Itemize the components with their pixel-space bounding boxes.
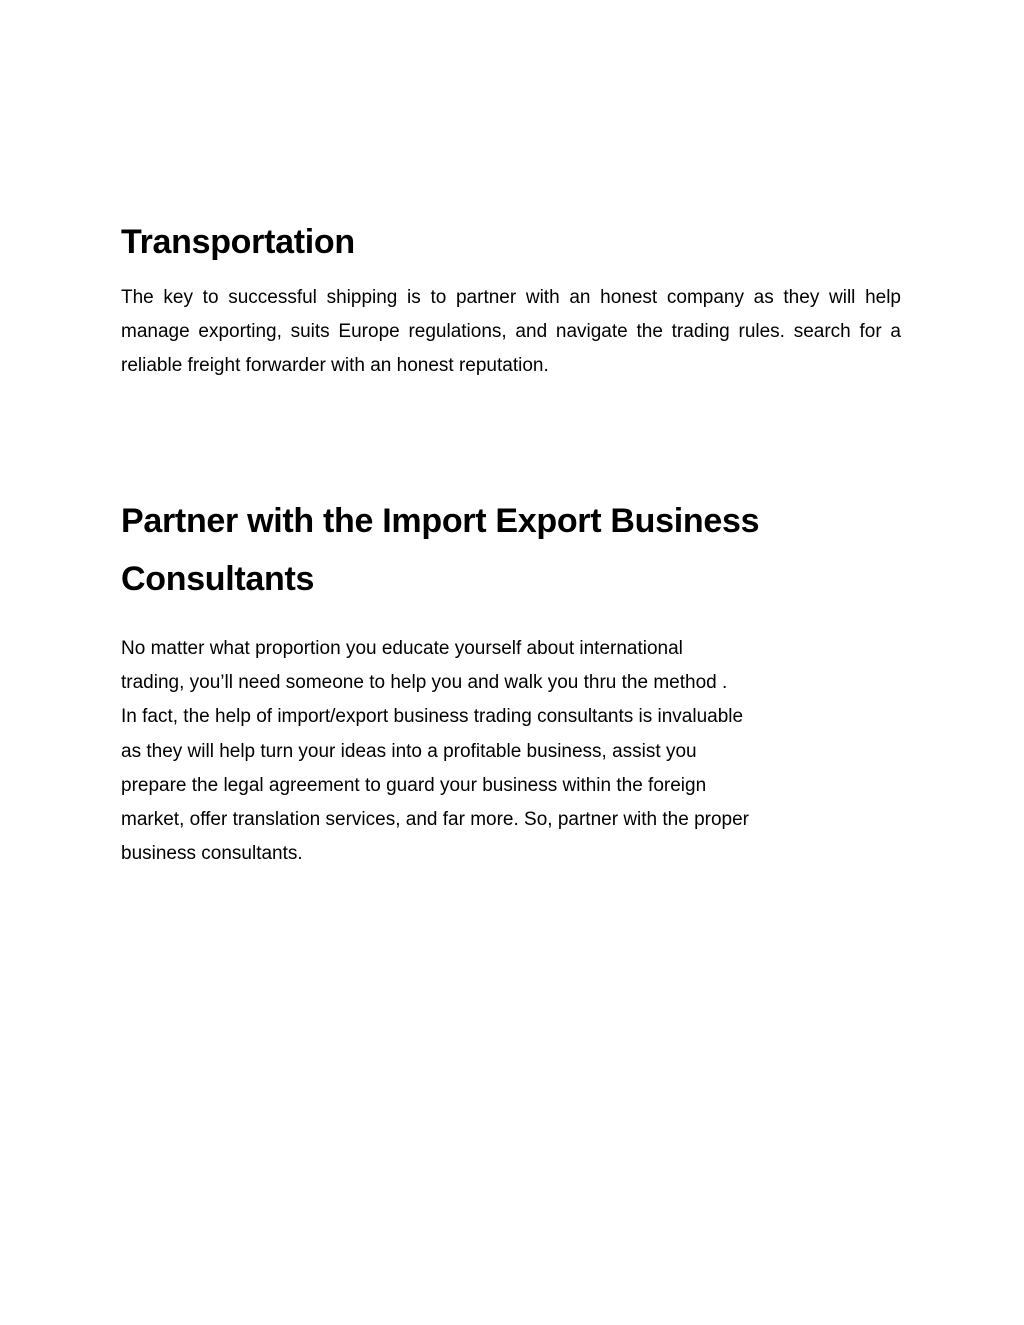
transportation-section: [121, 218, 901, 384]
consultants-paragraph: No matter what proportion you educate yourself about international trading, you’ll need someone to help you and walk you thru the method . In fact, the help of import/export business trading consultants is invaluable as they will help turn your ideas into a profitable business, assist you prepare the legal agreement to guard your business within the foreign market, offer translation services, and far more. So, partner with the proper business consultants.: [121, 638, 749, 865]
transportation-paragraph: The key to successful shipping is to partner with an honest company as they will help manage exporting, suits Europe regulations, and navigate the trading rules. search for a reliable freight forwarder with an honest reputation.: [121, 287, 901, 377]
section-heading-consultants: Partner with the Import Export Business Consultants: [121, 502, 760, 598]
consultants-section: [121, 492, 901, 871]
section-heading-transportation: Transportation: [121, 223, 355, 261]
